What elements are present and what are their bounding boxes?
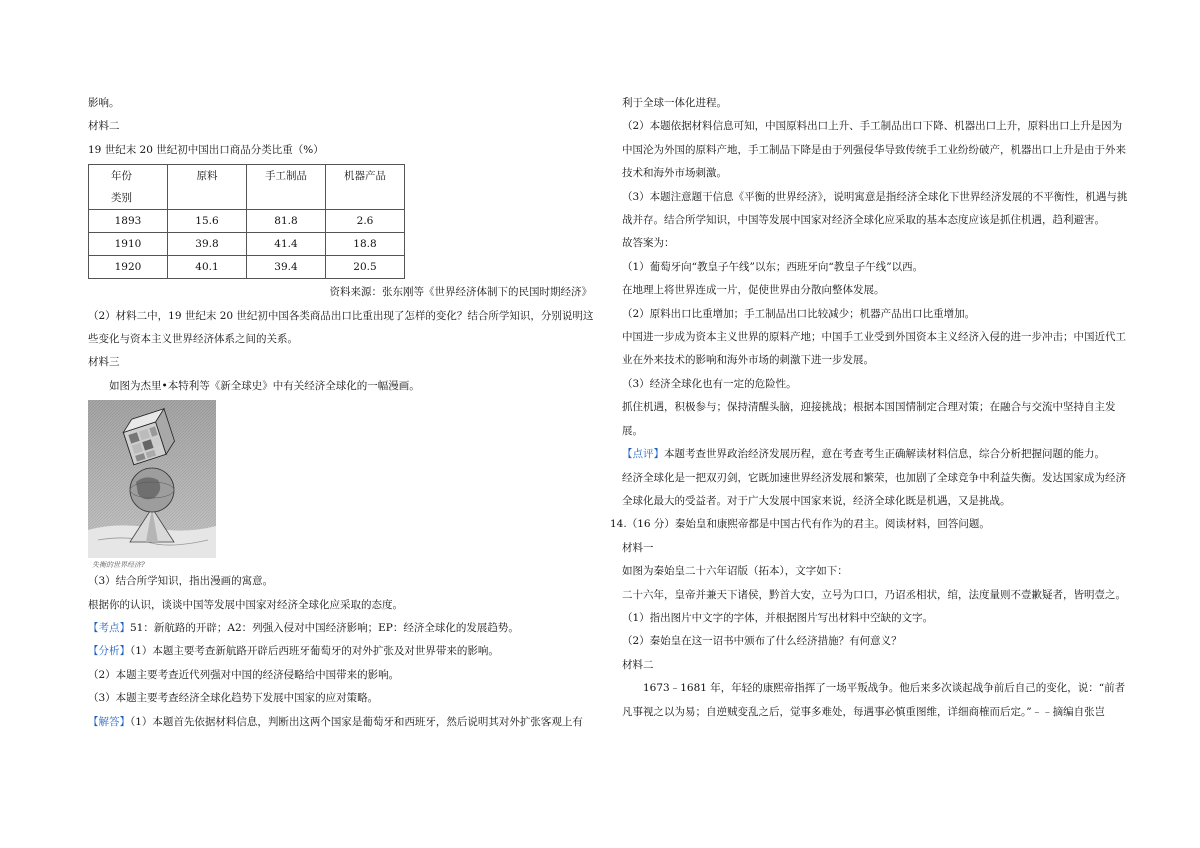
jieda-tag: 【解答】 xyxy=(88,715,130,728)
cell: 41.4 xyxy=(247,233,326,256)
dianping-text: 本题考查世界政治经济发展历程，意在考查考生正确解读材料信息，综合分析把握问题的能力。 xyxy=(664,448,1105,461)
text-line: 利于全球一体化进程。 xyxy=(622,97,727,109)
cell: 2.6 xyxy=(326,210,405,233)
right-column xyxy=(610,92,1132,724)
answer-paragraph: （2）本题依据材料信息可知，中国原料出口上升、手工制品出口下降、机器出口上升，原料出口上升是因为中国沦为外国的原料产地，手工制品下降是由于列强侵华导致传统手工业纷纷破产，机器出口上升是由于外来技术和海外市场刺激。 xyxy=(622,120,1126,180)
header-year: 年份 xyxy=(111,170,132,183)
cell-year: 1910 xyxy=(89,233,168,256)
header-category: 类别 xyxy=(111,192,132,205)
question-2: （2）材料二中，19 世纪末 20 世纪初中国各类商品出口比重出现了怎样的变化？结合所学知识，分别说明这些变化与资本主义世界经济体系之间的关系。 xyxy=(88,309,594,346)
cell-year: 1893 xyxy=(89,210,168,233)
fenxi-tag: 【分析】 xyxy=(88,645,130,658)
dianping-line xyxy=(622,443,1132,466)
cell: 18.8 xyxy=(326,233,405,256)
cell: 20.5 xyxy=(326,256,405,279)
material-heading: 材料二 xyxy=(88,120,120,133)
table-row xyxy=(89,233,405,256)
kaodian-line xyxy=(88,617,598,640)
question-3b: 根据你的认识，谈谈中国等发展中国家对经济全球化应采取的态度。 xyxy=(88,598,403,611)
answer-paragraph: 抓住机遇，积极参与；保持清醒头脑，迎接挑战；根据本国国情制定合理对策；在融合与交流中坚持自主发展。 xyxy=(622,401,1116,437)
answer-line: （2）原料出口比重增加；手工制品出口比较减少；机器产品出口比重增加。 xyxy=(622,307,976,320)
header-col: 原料 xyxy=(168,165,247,210)
cell: 40.1 xyxy=(168,256,247,279)
header-col: 机器产品 xyxy=(326,165,405,210)
table-header-row xyxy=(89,165,405,210)
cell: 15.6 xyxy=(168,210,247,233)
answer-paragraph: 中国进一步成为资本主义世界的原料产地；中国手工业受到外国资本主义经济入侵的进一步冲击；中国近代工业在外来技术的影响和海外市场的刺激下进一步发展。 xyxy=(622,331,1126,367)
globalization-cartoon-image xyxy=(88,400,216,570)
analysis-line: （2）本题主要考查近代列强对中国的经济侵略给中国带来的影响。 xyxy=(88,668,400,681)
material-heading: 材料一 xyxy=(622,541,654,554)
material-text: 1673﹣1681 年，年轻的康熙帝指挥了一场平叛战争。他后来多次谈起战争前后自己的变化，说：“前者凡事视之以为易；自逆贼变乱之后，觉事多难处，每遇事必慎重图维，详细商榷而后定。”﹣﹣摘编自张岂 xyxy=(622,682,1126,718)
answer-paragraph: （3）本题注意题干信息《平衡的世界经济》，说明寓意是指经济全球化下世界经济发展的不平衡性，机遇与挑战并存。结合所学知识，中国等发展中国家对经济全球化应采取的基本态度应该是抓住机遇，趋利避害。 xyxy=(622,190,1128,227)
export-table xyxy=(88,164,405,279)
question-14-1: （1）指出图片中文字的字体，并根据图片写出材料中空缺的文字。 xyxy=(622,611,934,624)
material-text: 如图为秦始皇二十六年诏版（拓本），文字如下： xyxy=(622,565,848,578)
material-text: 如图为杰里•本特利等《新全球史》中有关经济全球化的一幅漫画。 xyxy=(109,379,420,392)
comment-paragraph: 经济全球化是一把双刃剑，它既加速世界经济发展和繁荣，也加剧了全球竞争中利益失衡。发达国家成为经济全球化最大的受益者。对于广大发展中国家来说，经济全球化既是机遇，又是挑战。 xyxy=(622,471,1126,507)
question-3: （3）结合所学知识，指出漫画的寓意。 xyxy=(88,575,274,588)
fenxi-text: （1）本题主要考查新航路开辟后西班牙葡萄牙的对外扩张及对世界带来的影响。 xyxy=(130,645,499,658)
table-row xyxy=(89,210,405,233)
analysis-line: （3）本题主要考查经济全球化趋势下发展中国家的应对策略。 xyxy=(88,692,379,705)
left-column xyxy=(88,92,598,734)
cell-year: 1920 xyxy=(89,256,168,279)
header-year-category xyxy=(89,165,168,210)
question-14: 14.（16 分）秦始皇和康熙帝都是中国古代有作为的君主。阅读材料，回答问题。 xyxy=(610,518,990,531)
table-row xyxy=(89,256,405,279)
kaodian-text: 51：新航路的开辟；A2：列强入侵对中国经济影响；EP：经济全球化的发展趋势。 xyxy=(130,622,519,635)
answer-heading: 故答案为： xyxy=(622,237,675,250)
text-line: 影响。 xyxy=(88,97,120,109)
cartoon-caption: 失衡的世界经济? xyxy=(92,561,145,570)
cell: 39.4 xyxy=(247,256,326,279)
answer-line: 在地理上将世界连成一片，促使世界由分散向整体发展。 xyxy=(622,284,885,297)
material-heading: 材料三 xyxy=(88,356,120,369)
header-col: 手工制品 xyxy=(247,165,326,210)
edict-text: 二十六年，皇帝并兼天下诸侯，黔首大安，立号为口口，乃诏丞相状，绾，法度量则不壹歉疑者，皆明壹之。 xyxy=(622,588,1126,601)
jieda-text: （1）本题首先依据材料信息，判断出这两个国家是葡萄牙和西班牙，然后说明其对外扩张客观上有 xyxy=(130,715,583,728)
answer-line: （3）经济全球化也有一定的危险性。 xyxy=(622,377,797,390)
cell: 39.8 xyxy=(168,233,247,256)
table-source: 资料来源：张东刚等《世界经济体制下的民国时期经济》 xyxy=(329,286,592,299)
cell: 81.8 xyxy=(247,210,326,233)
dianping-tag: 【点评】 xyxy=(622,448,664,461)
table-title: 19 世纪末 20 世纪初中国出口商品分类比重（%） xyxy=(88,143,324,156)
question-14-2: （2）秦始皇在这一诏书中颁布了什么经济措施？有何意义？ xyxy=(622,635,902,648)
answer-line: （1）葡萄牙向“教皇子午线”以东；西班牙向“教皇子午线”以西。 xyxy=(622,260,924,273)
fenxi-line xyxy=(88,640,598,663)
kaodian-tag: 【考点】 xyxy=(88,622,130,635)
jieda-line xyxy=(88,711,598,734)
material-heading: 材料二 xyxy=(622,658,654,671)
